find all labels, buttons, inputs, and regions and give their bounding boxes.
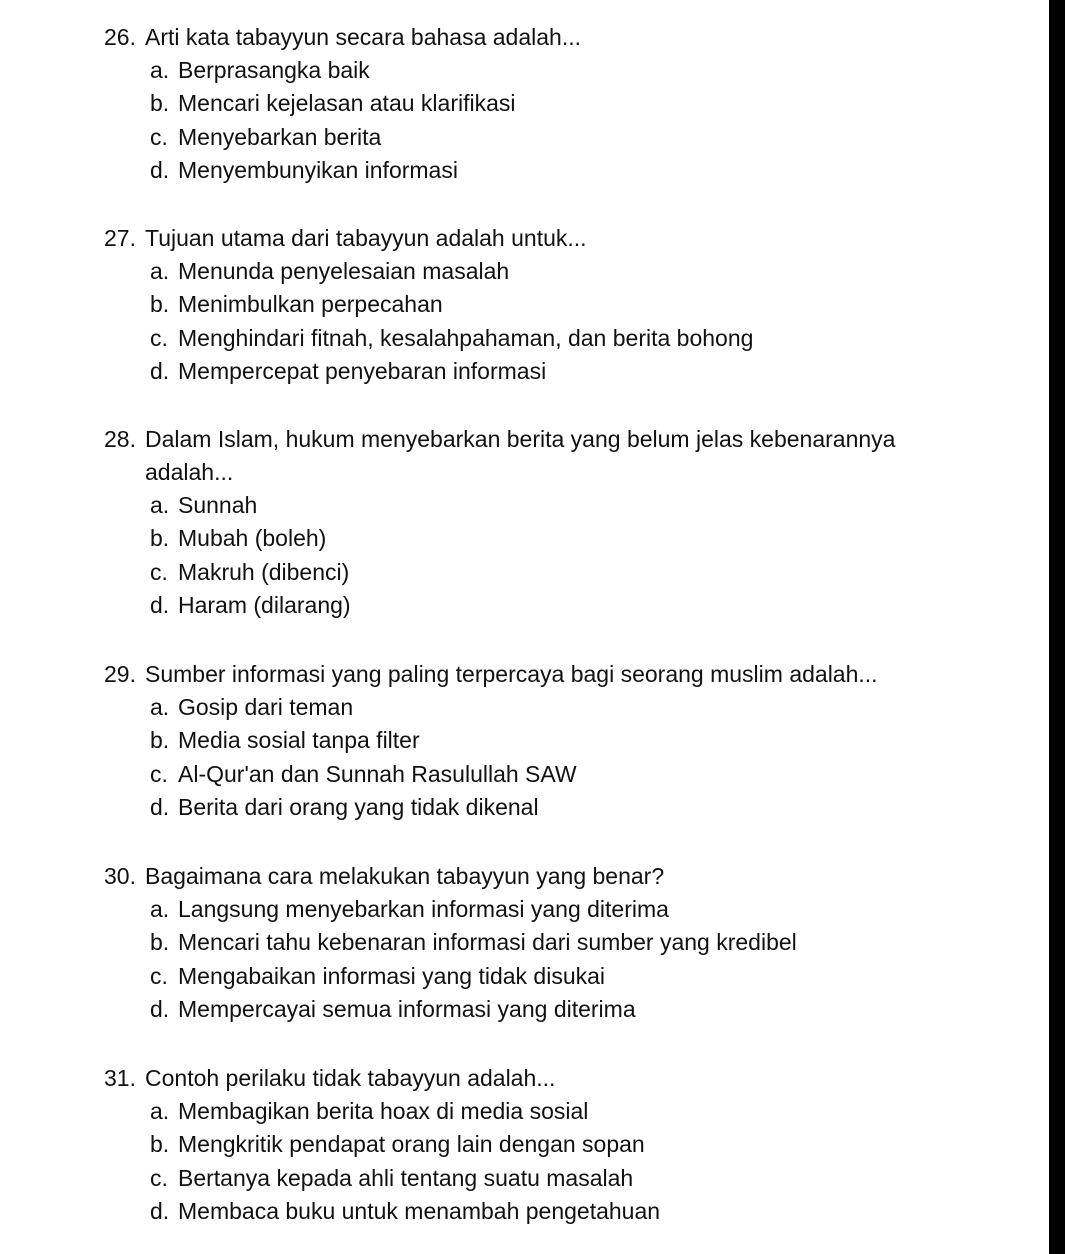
question-text-continued: adalah... — [145, 459, 234, 485]
option-d — [0, 355, 1040, 388]
option-letter: d. — [150, 157, 170, 184]
option-c — [0, 758, 1040, 791]
option-letter: d. — [150, 996, 170, 1023]
option-letter: b. — [150, 727, 170, 754]
option-text: Mempercayai semua informasi yang diterima — [178, 996, 636, 1023]
option-text: Menghindari fitnah, kesalahpahaman, dan berita bohong — [178, 324, 754, 351]
option-d — [0, 993, 1040, 1026]
option-letter: a. — [150, 57, 170, 83]
question-text: Contoh perilaku tidak tabayyun adalah... — [145, 1065, 556, 1091]
option-text: Bertanya kepada ahli tentang suatu masalah — [178, 1164, 634, 1191]
option-letter: d. — [150, 794, 170, 821]
option-text: Menyembunyikan informasi — [178, 157, 458, 184]
option-c — [0, 1162, 1040, 1195]
option-b — [0, 522, 1040, 555]
option-b — [0, 1128, 1040, 1161]
question-30 — [0, 859, 1040, 1027]
option-c — [0, 960, 1040, 993]
dark-edge-border — [1049, 0, 1065, 1254]
option-a — [0, 1095, 1040, 1128]
option-letter: a. — [150, 896, 170, 922]
option-letter: d. — [150, 1198, 170, 1225]
option-d — [0, 154, 1040, 187]
option-letter: a. — [150, 694, 170, 720]
option-c — [0, 556, 1040, 589]
question-stem — [0, 422, 1040, 456]
option-letter: c. — [150, 558, 168, 585]
option-text: Mubah (boleh) — [178, 525, 327, 552]
question-text: Tujuan utama dari tabayyun adalah untuk... — [145, 225, 587, 251]
option-text: Mempercepat penyebaran informasi — [178, 358, 547, 385]
option-text: Haram (dilarang) — [178, 592, 351, 619]
question-number: 28. — [104, 426, 136, 452]
question-number: 27. — [104, 225, 136, 251]
option-letter: b. — [150, 525, 170, 552]
question-stem — [0, 20, 1040, 54]
question-stem — [0, 1061, 1040, 1095]
option-text: Menunda penyelesaian masalah — [178, 258, 510, 284]
option-a — [0, 691, 1040, 724]
option-a — [0, 255, 1040, 288]
option-text: Mencari kejelasan atau klarifikasi — [178, 90, 516, 117]
option-letter: b. — [150, 291, 170, 318]
option-d — [0, 791, 1040, 824]
question-text: Sumber informasi yang paling terpercaya bagi seorang muslim adalah... — [145, 661, 878, 687]
option-d — [0, 1195, 1040, 1228]
option-a — [0, 893, 1040, 926]
question-26 — [0, 20, 1040, 188]
question-stem — [0, 221, 1040, 255]
option-letter: b. — [150, 929, 170, 956]
question-number: 31. — [104, 1065, 136, 1091]
option-b — [0, 288, 1040, 321]
question-stem — [0, 859, 1040, 893]
option-letter: c. — [150, 123, 168, 150]
option-text: Langsung menyebarkan informasi yang diterima — [178, 896, 669, 922]
question-number: 26. — [104, 24, 136, 50]
option-text: Mencari tahu kebenaran informasi dari sumber yang kredibel — [178, 929, 797, 956]
option-text: Makruh (dibenci) — [178, 558, 350, 585]
option-c — [0, 322, 1040, 355]
option-text: Menimbulkan perpecahan — [178, 291, 443, 318]
question-stem — [0, 657, 1040, 691]
option-letter: d. — [150, 592, 170, 619]
option-letter: c. — [150, 760, 168, 787]
option-letter: a. — [150, 258, 170, 284]
option-b — [0, 724, 1040, 757]
option-text: Berprasangka baik — [178, 57, 370, 83]
question-text: Arti kata tabayyun secara bahasa adalah... — [145, 24, 582, 50]
question-29 — [0, 657, 1040, 825]
option-text: Mengabaikan informasi yang tidak disukai — [178, 962, 606, 989]
option-b — [0, 87, 1040, 120]
option-text: Sunnah — [178, 492, 258, 518]
option-letter: c. — [150, 962, 168, 989]
option-text: Gosip dari teman — [178, 694, 354, 720]
question-number: 30. — [104, 863, 136, 889]
option-text: Berita dari orang yang tidak dikenal — [178, 794, 539, 821]
option-d — [0, 589, 1040, 622]
question-27 — [0, 221, 1040, 389]
option-letter: c. — [150, 324, 168, 351]
option-text: Al-Qur'an dan Sunnah Rasulullah SAW — [178, 760, 577, 787]
option-letter: b. — [150, 1131, 170, 1158]
option-letter: a. — [150, 492, 170, 518]
option-text: Membagikan berita hoax di media sosial — [178, 1098, 589, 1124]
option-a — [0, 489, 1040, 522]
option-text: Membaca buku untuk menambah pengetahuan — [178, 1198, 661, 1225]
option-a — [0, 54, 1040, 87]
option-text: Media sosial tanpa filter — [178, 727, 420, 754]
question-28 — [0, 422, 1040, 623]
question-text: Bagaimana cara melakukan tabayyun yang benar? — [145, 863, 665, 889]
question-31 — [0, 1061, 1040, 1229]
option-letter: a. — [150, 1098, 170, 1124]
option-text: Menyebarkan berita — [178, 123, 382, 150]
option-letter: c. — [150, 1164, 168, 1191]
question-text: Dalam Islam, hukum menyebarkan berita yang belum jelas kebenarannya — [145, 426, 896, 452]
option-c — [0, 121, 1040, 154]
question-number: 29. — [104, 661, 136, 687]
option-b — [0, 926, 1040, 959]
option-text: Mengkritik pendapat orang lain dengan sopan — [178, 1131, 645, 1158]
option-letter: d. — [150, 358, 170, 385]
option-letter: b. — [150, 90, 170, 117]
